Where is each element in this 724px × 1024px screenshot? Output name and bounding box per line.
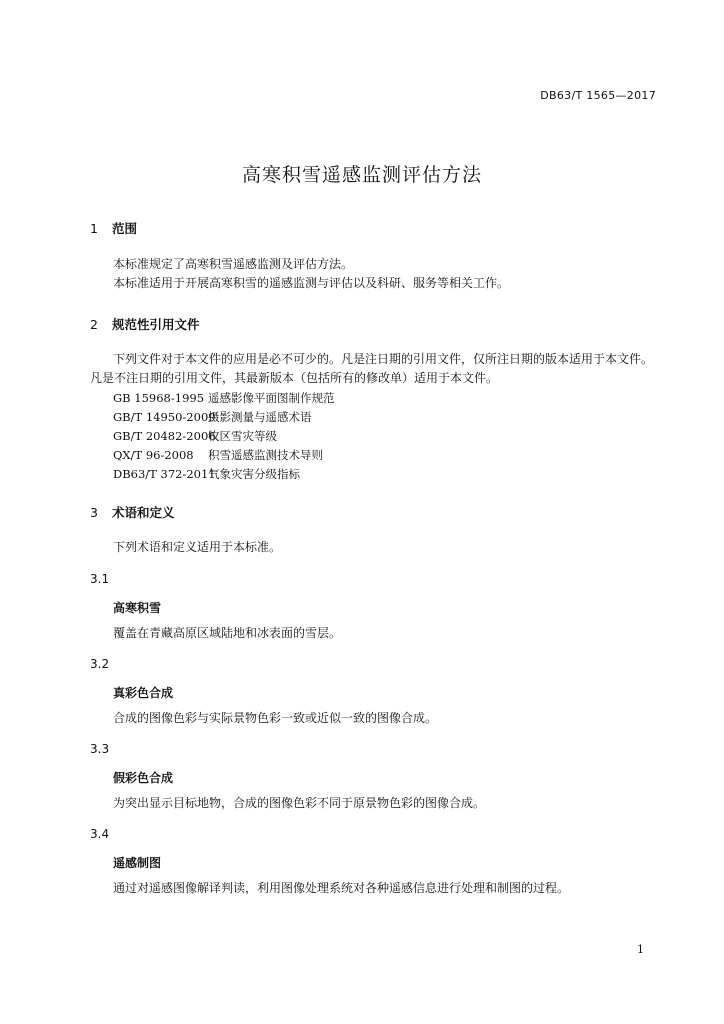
document-title: 高寒积雪遥感监测评估方法 <box>241 164 482 186</box>
term-definition: 通过对遥感图像解译判读，利用图像处理系统对各种遥感信息进行处理和制图的过程。 <box>113 881 570 895</box>
reference-code: GB/T 14950-2009 <box>113 410 216 424</box>
reference-item <box>113 409 312 425</box>
section-3-intro: 下列术语和定义适用于本标准。 <box>113 540 282 554</box>
section-3-heading <box>90 503 175 521</box>
reference-item <box>113 447 323 463</box>
reference-name: 摄影测量与遥感术语 <box>208 410 312 424</box>
reference-name: 牧区雪灾等级 <box>208 429 277 443</box>
section-2-intro: 下列文件对于本文件的应用是必不可少的。凡是注日期的引用文件，仅所注日期的版本适用于本文件。凡是不注日期的引用文件，其最新版本（包括所有的修改单）适用于本文件。 <box>90 352 654 385</box>
term-title: 真彩色合成 <box>113 686 174 700</box>
term-number: 3.3 <box>90 742 110 756</box>
section-number: 1 <box>90 221 98 236</box>
term-definition: 合成的图像色彩与实际景物色彩一致或近似一致的图像合成。 <box>113 711 438 725</box>
standard-number: DB63/T 1565—2017 <box>540 89 656 102</box>
term-definition: 覆盖在青藏高原区域陆地和冰表面的雪层。 <box>113 626 342 640</box>
reference-code: DB63/T 372-2011 <box>113 467 216 481</box>
reference-item <box>113 390 335 406</box>
term-title: 遥感制图 <box>113 856 162 870</box>
reference-name: 遥感影像平面图制作规范 <box>208 391 335 405</box>
term-number: 3.4 <box>90 827 110 841</box>
term-title: 假彩色合成 <box>113 771 174 785</box>
section-title: 范围 <box>112 221 138 236</box>
reference-code: GB 15968-1995 <box>113 391 205 405</box>
section-2-heading <box>90 315 200 333</box>
reference-code: GB/T 20482-2006 <box>113 429 216 443</box>
reference-code: QX/T 96-2008 <box>113 448 194 462</box>
term-definition: 为突出显示目标地物，合成的图像色彩不同于原景物色彩的图像合成。 <box>113 796 486 810</box>
reference-name: 气象灾害分级指标 <box>208 467 300 481</box>
reference-item <box>113 466 300 482</box>
section-number: 3 <box>90 505 98 520</box>
section-number: 2 <box>90 317 98 332</box>
reference-name: 积雪遥感监测技术导则 <box>208 448 323 462</box>
page-number: 1 <box>637 943 644 956</box>
section-1-para-1: 本标准规定了高寒积雪遥感监测及评估方法。 <box>113 257 354 271</box>
section-title: 规范性引用文件 <box>112 317 200 332</box>
section-title: 术语和定义 <box>112 505 175 520</box>
term-number: 3.2 <box>90 657 110 671</box>
term-number: 3.1 <box>90 572 110 586</box>
section-1-heading <box>90 219 137 237</box>
section-1-para-2: 本标准适用于开展高寒积雪的遥感监测与评估以及科研、服务等相关工作。 <box>113 276 510 290</box>
reference-item <box>113 428 277 444</box>
term-title: 高寒积雪 <box>113 601 162 615</box>
